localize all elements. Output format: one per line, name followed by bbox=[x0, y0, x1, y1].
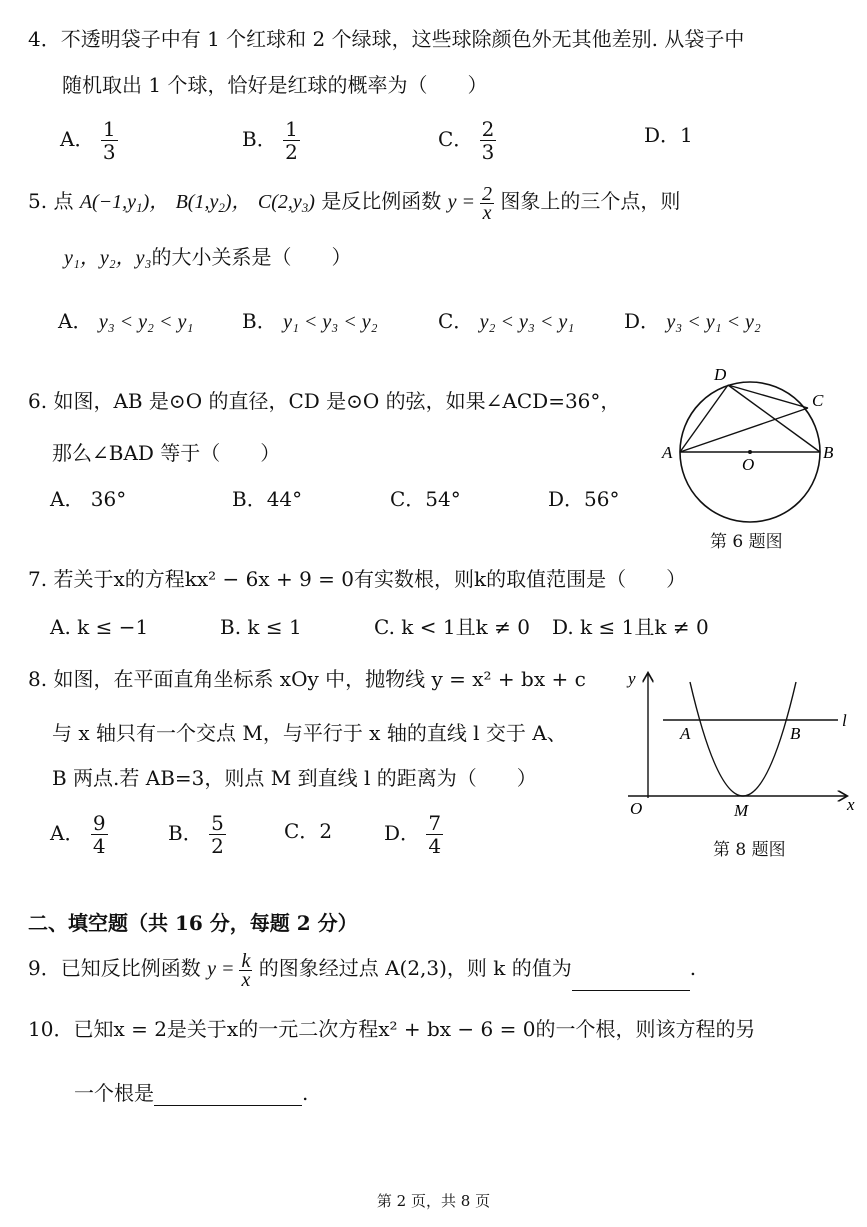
q4-option-a[interactable]: A． $\frac{1}{3}$ bbox=[60, 117, 116, 164]
q8-option-b[interactable]: B． $\frac{5}{2}$ bbox=[168, 811, 224, 858]
q8-stem-line2: 与 x 轴只有一个交点 M，与平行于 x 轴的直线 l 交于 A、 bbox=[52, 721, 567, 745]
q5-point-a: $A(-1,y_1)$， bbox=[79, 191, 170, 215]
q5-option-c[interactable]: C． y₂ < y₃ < y₁ bbox=[438, 309, 575, 333]
q4-option-c-fraction: $\frac{2}{3}$ bbox=[481, 117, 495, 164]
q5-point-c: $C(2,y_3)$ bbox=[257, 191, 315, 215]
q6-chord-cd bbox=[728, 385, 808, 408]
q6-label-a: A bbox=[662, 443, 673, 462]
q5-option-b[interactable]: B． y₁ < y₃ < y₂ bbox=[242, 309, 378, 333]
q9-stem: 9．已知反比例函数 y = $\frac{k}{x}$ 的图象经过点 A(2,3)，则 k 的值为 . bbox=[28, 949, 697, 991]
q6-figure-caption: 第 6 题图 bbox=[710, 532, 783, 552]
q10-stem-line2: 一个根是 . bbox=[74, 1081, 309, 1105]
q8-parabola bbox=[690, 682, 796, 796]
q6-chord-ad bbox=[680, 385, 728, 452]
q6-option-a[interactable]: A． 36° bbox=[50, 487, 127, 511]
q6-chord-bd bbox=[728, 385, 820, 452]
q6-stem-line1: 6. 如图，AB 是⊙O 的直径，CD 是⊙O 的弦，如果∠ACD=36°， bbox=[28, 389, 621, 413]
q8-label-m: M bbox=[734, 801, 749, 820]
q5-function: y = $\frac{2}{x}$ bbox=[447, 182, 493, 224]
q6-center-point bbox=[748, 450, 752, 454]
q8-option-d[interactable]: D． $\frac{7}{4}$ bbox=[384, 811, 442, 858]
q6-label-c: C bbox=[812, 391, 824, 410]
q6-circle-figure bbox=[658, 360, 838, 525]
q4-stem-line2: 随机取出 1 个球，恰好是红球的概率为（ ） bbox=[62, 73, 488, 97]
q8-parabola-figure bbox=[618, 668, 863, 828]
q6-label-d: D bbox=[714, 365, 727, 384]
q8-label-l: l bbox=[842, 711, 847, 730]
q8-label-a: A bbox=[680, 724, 691, 743]
q8-option-a[interactable]: A． $\frac{9}{4}$ bbox=[50, 811, 106, 858]
q4-option-b[interactable]: B． $\frac{1}{2}$ bbox=[242, 117, 298, 164]
q8-stem-line1: 8. 如图，在平面直角坐标系 xOy 中，抛物线 y = x² + bx + c bbox=[28, 667, 586, 691]
q7-option-b[interactable]: B. k ≤ 1 bbox=[220, 615, 302, 639]
q8-label-y: y bbox=[628, 669, 636, 688]
q5-stem-line1: 5. 点 $A(-1,y_1)$， $B(1,y_2)$， $C(2,y_3)$ 是反比例函数 y = $\frac{2}{x}$ 图象上的三个点，则 bbox=[28, 182, 681, 224]
q7-stem: 7. 若关于x的方程kx² − 6x + 9 = 0有实数根，则k的取值范围是（ ） bbox=[28, 567, 687, 591]
q8-option-d-fraction: $\frac{7}{4}$ bbox=[428, 811, 442, 858]
q4-option-d[interactable]: D．1 bbox=[644, 123, 693, 147]
page-footer: 第 2 页，共 8 页 bbox=[376, 1192, 491, 1210]
q10-stem-line1: 10．已知x = 2是关于x的一元二次方程x² + bx − 6 = 0的一个根，则该方程的另 bbox=[28, 1017, 756, 1041]
q5-option-a[interactable]: A． y₃ < y₂ < y₁ bbox=[58, 309, 194, 333]
q9-answer-blank[interactable] bbox=[572, 970, 690, 991]
q6-label-o: O bbox=[742, 455, 755, 474]
q4-option-c[interactable]: C． $\frac{2}{3}$ bbox=[438, 117, 495, 164]
q4-stem-line1: 4．不透明袋子中有 1 个红球和 2 个绿球，这些球除颜色外无其他差别. 从袋子中 bbox=[28, 27, 745, 51]
q6-stem-line2: 那么∠BAD 等于（ ） bbox=[52, 441, 281, 465]
q8-label-o: O bbox=[630, 799, 643, 818]
q5-stem-line2: y₁，y₂，y₃的大小关系是（ ） bbox=[64, 245, 352, 269]
q6-label-b: B bbox=[823, 443, 834, 462]
q8-figure-caption: 第 8 题图 bbox=[713, 840, 786, 860]
q10-answer-blank[interactable] bbox=[154, 1085, 302, 1106]
q8-option-a-fraction: $\frac{9}{4}$ bbox=[92, 811, 106, 858]
q8-label-b: B bbox=[790, 724, 801, 743]
q7-option-d[interactable]: D. k ≤ 1且k ≠ 0 bbox=[552, 615, 709, 639]
q7-option-a[interactable]: A. k ≤ −1 bbox=[50, 615, 149, 639]
q5-point-b: $B(1,y_2)$， bbox=[175, 191, 252, 215]
q8-label-x: x bbox=[847, 795, 855, 814]
q6-option-b[interactable]: B．44° bbox=[232, 487, 303, 511]
q7-option-c[interactable]: C. k < 1且k ≠ 0 bbox=[374, 615, 530, 639]
q6-option-c[interactable]: C．54° bbox=[390, 487, 461, 511]
q8-option-b-fraction: $\frac{5}{2}$ bbox=[211, 811, 224, 858]
q8-option-c[interactable]: C．2 bbox=[284, 819, 333, 843]
q4-option-a-fraction: $\frac{1}{3}$ bbox=[102, 117, 116, 164]
section-2-title: 二、填空题（共 16 分，每题 2 分） bbox=[28, 911, 358, 935]
q8-stem-line3: B 两点.若 AB=3，则点 M 到直线 l 的距离为（ ） bbox=[52, 766, 537, 790]
q5-option-d[interactable]: D． y₃ < y₁ < y₂ bbox=[624, 309, 761, 333]
q9-function: y = $\frac{k}{x}$ bbox=[207, 949, 251, 991]
q4-option-b-fraction: $\frac{1}{2}$ bbox=[285, 117, 298, 164]
q6-option-d[interactable]: D．56° bbox=[548, 487, 620, 511]
